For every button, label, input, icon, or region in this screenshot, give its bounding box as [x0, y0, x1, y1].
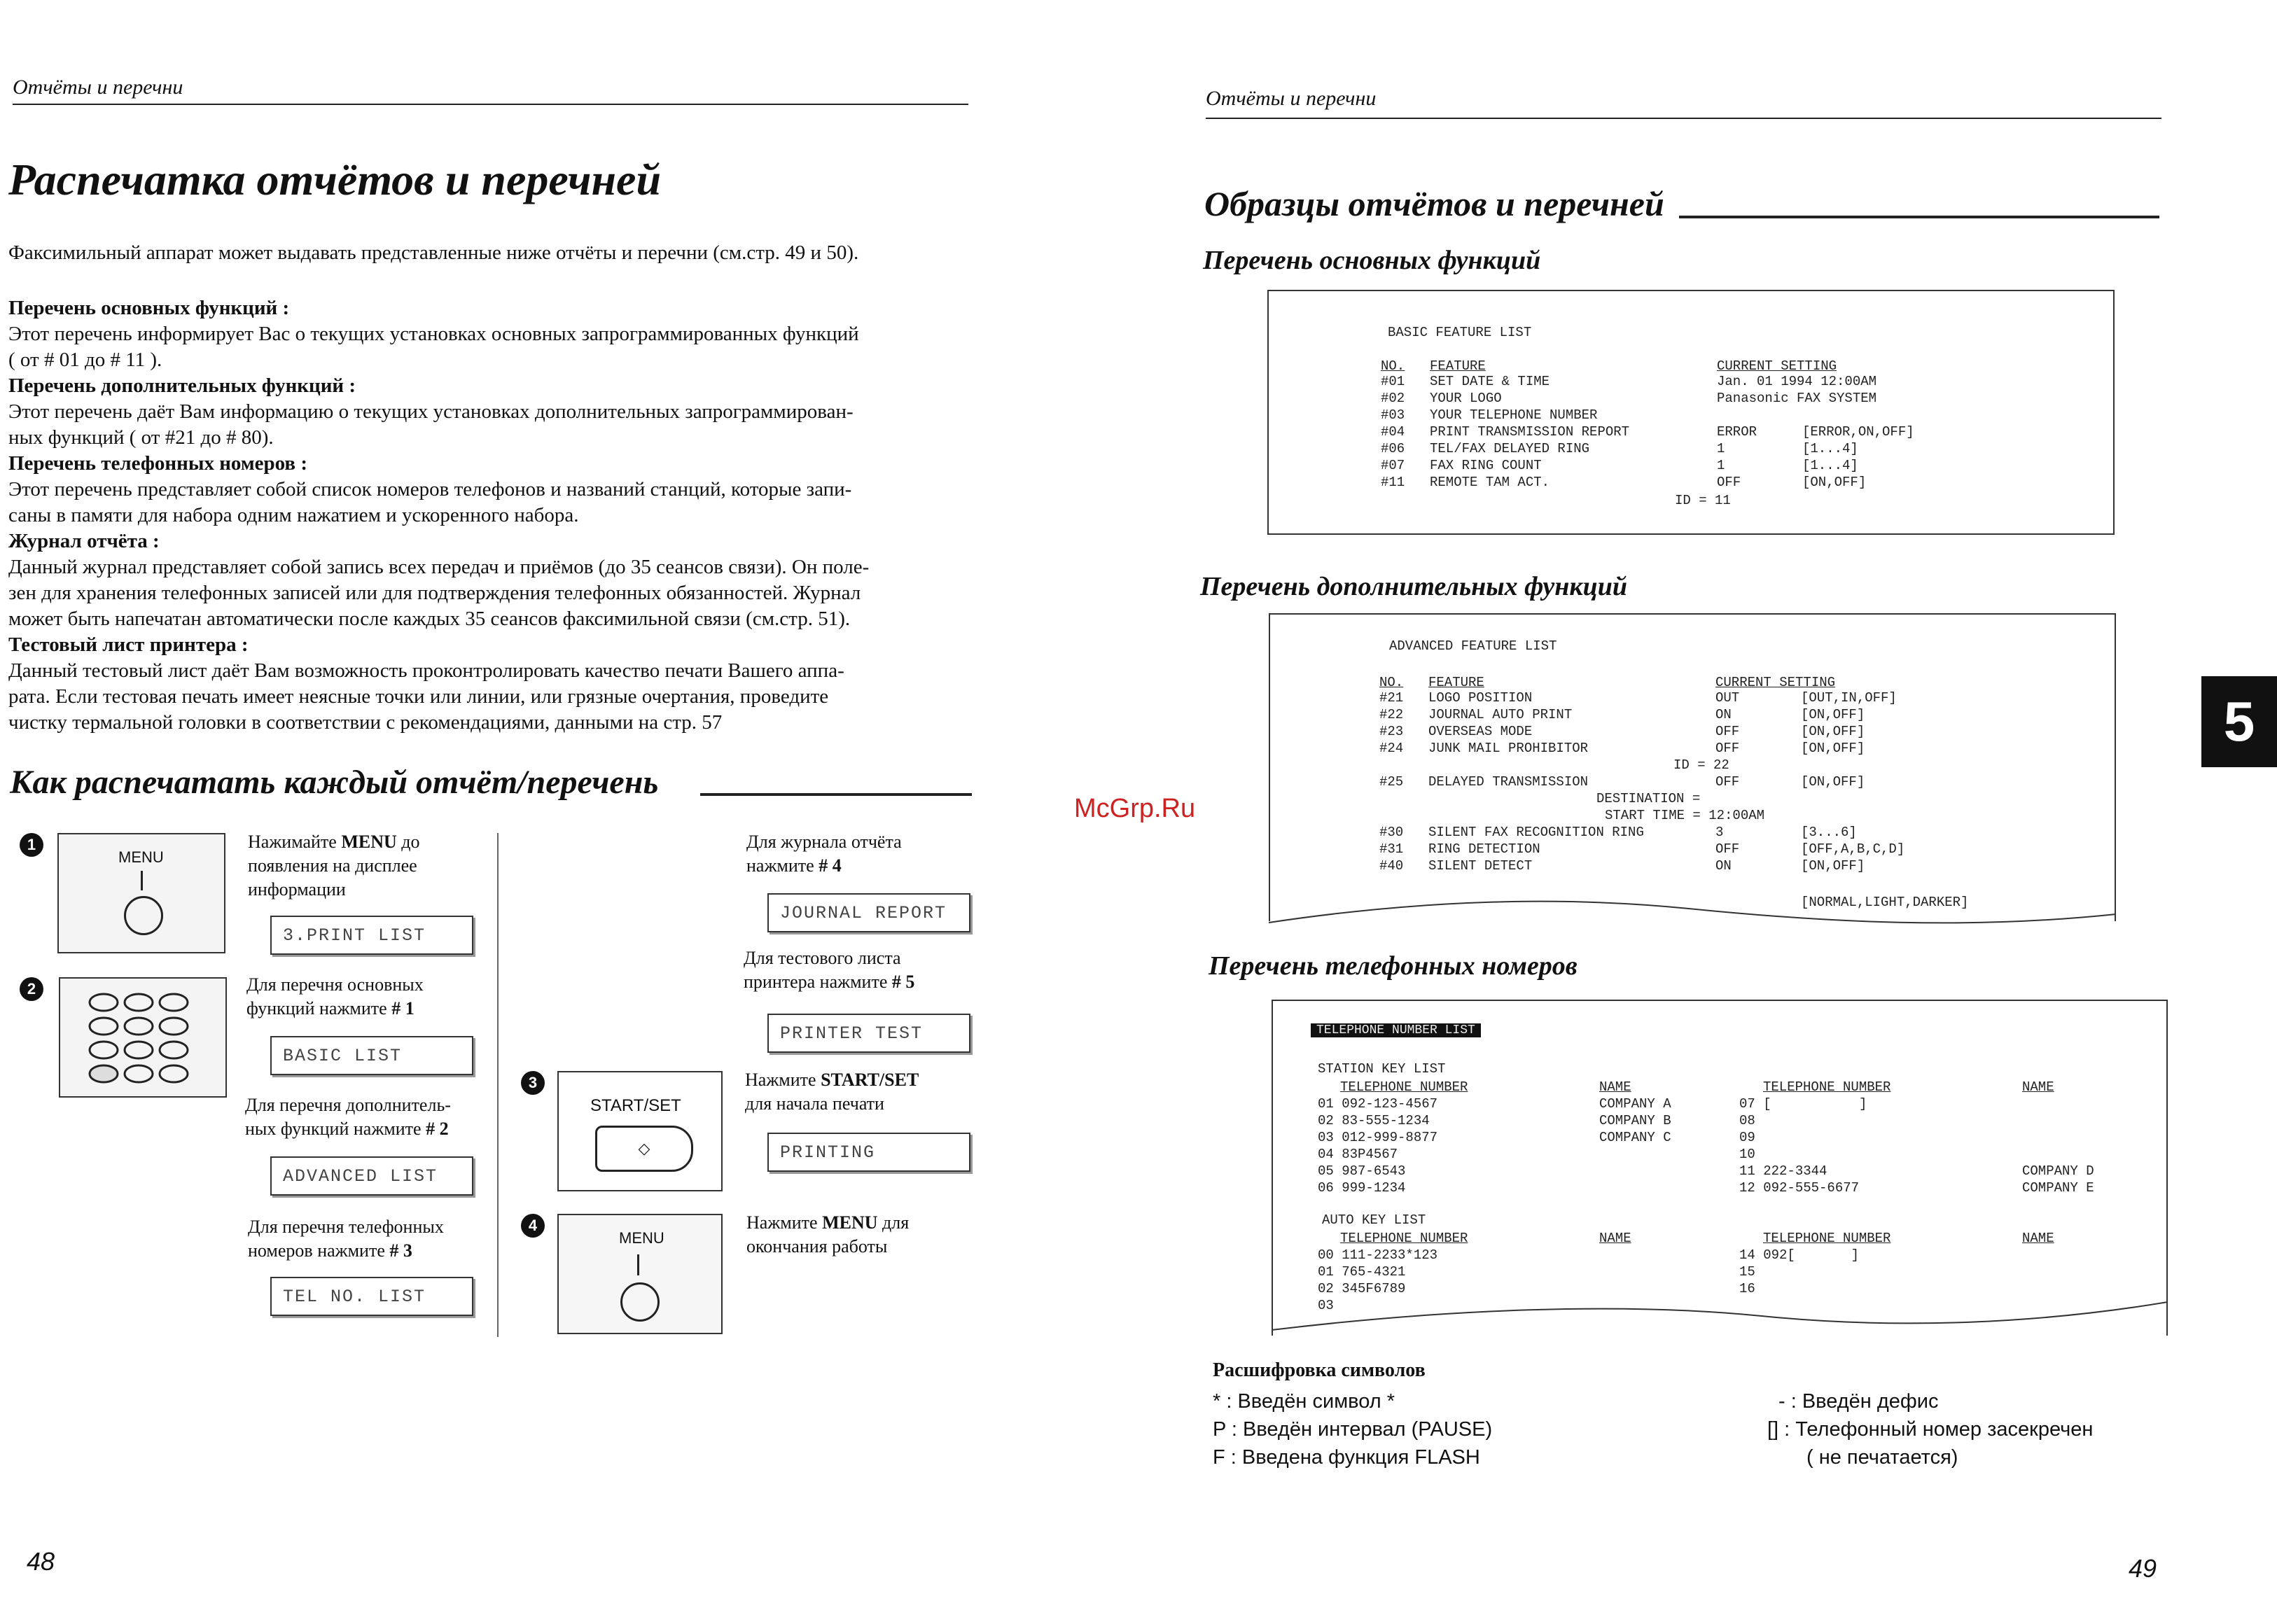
right-title-rule: [1679, 216, 2159, 218]
section-printer-line3: чистку термальной головки в соответствии с рекомендациями, данными на стр. 57: [8, 711, 723, 734]
feature-row-no: #07: [1381, 458, 1405, 473]
feature-row-options: [ERROR,ON,OFF]: [1802, 424, 1914, 440]
station-number-right: 08: [1739, 1113, 1755, 1128]
adv-col-no: NO.: [1379, 675, 1404, 690]
feature-row-name: RING DETECTION: [1428, 841, 1540, 857]
section-tel-title: Перечень телефонных номеров :: [8, 452, 307, 475]
lcd-journal-report: JOURNAL REPORT: [767, 893, 970, 932]
feature-row-options: [ON,OFF]: [1801, 858, 1865, 874]
feature-row-options: [1...4]: [1802, 458, 1858, 473]
section-tel-line2: саны в памяти для набора одним нажатием и ускоренного набора.: [8, 504, 579, 526]
step-2d-line2: нажмите # 4: [746, 855, 842, 876]
advanced-feature-report: [1269, 613, 2116, 921]
step-2b-line1: Для перечня дополнитель-: [245, 1095, 451, 1115]
legend-dash: - : Введён дефис: [1778, 1390, 1939, 1413]
lcd-advanced-list: ADVANCED LIST: [270, 1156, 473, 1196]
step-4-badge: 4: [521, 1214, 545, 1238]
adv-r25-no: #25: [1379, 774, 1404, 790]
station-number-left: 06 999-1234: [1318, 1180, 1406, 1196]
section-basic-title: Перечень основных функций :: [8, 297, 290, 319]
basic-id-line: ID = 11: [1675, 493, 1731, 508]
basic-heading: BASIC FEATURE LIST: [1388, 325, 1532, 340]
station-number-right: 09: [1739, 1130, 1755, 1145]
feature-row-options: [3...6]: [1801, 825, 1857, 840]
feature-row-no: #24: [1379, 741, 1404, 756]
auto-col-tel-right: TELEPHONE NUMBER: [1763, 1231, 1891, 1246]
adv-r25-options: [ON,OFF]: [1801, 774, 1865, 790]
step-2c-line1: Для перечня телефонных: [248, 1217, 444, 1237]
adv-r25-feature: DELAYED TRANSMISSION: [1428, 774, 1589, 790]
feature-row-setting: OFF: [1715, 724, 1740, 739]
step-4-text: [746, 1211, 909, 1259]
feature-row-no: #04: [1381, 424, 1405, 440]
feature-row-name: PRINT TRANSMISSION REPORT: [1430, 424, 1630, 440]
left-sections: [8, 295, 1017, 736]
station-col-name-left: NAME: [1599, 1079, 1631, 1095]
step-2e-line1: Для тестового листа: [744, 948, 901, 968]
auto-heading: AUTO KEY LIST: [1322, 1212, 1426, 1228]
auto-number-right: 14 092[ ]: [1739, 1247, 1860, 1263]
menu-device-2-label: MENU: [619, 1229, 664, 1247]
auto-number-left: 01 765-4321: [1318, 1264, 1406, 1280]
basic-feature-report: [1267, 290, 2115, 535]
station-number-left: 02 83-555-1234: [1318, 1113, 1430, 1128]
keypad-icon: [60, 979, 228, 1099]
feature-row-no: #31: [1379, 841, 1404, 857]
adv-col-feature: FEATURE: [1428, 675, 1484, 690]
step-2c-line2: номеров нажмите # 3: [248, 1240, 412, 1261]
station-heading: STATION KEY LIST: [1318, 1061, 1446, 1077]
feature-row-name: OVERSEAS MODE: [1428, 724, 1533, 739]
feature-row-options: [OFF,A,B,C,D]: [1801, 841, 1905, 857]
step-2c-text: [248, 1215, 444, 1263]
step-3-line1: Нажмите START/SET: [745, 1070, 919, 1090]
feature-row-no: #23: [1379, 724, 1404, 739]
step-2d-line1: Для журнала отчёта: [746, 832, 902, 852]
step-2e-line2: принтера нажмите # 5: [744, 972, 915, 992]
section-journal-line1: Данный журнал представляет собой запись всех передач и приёмов (до 35 сеансов связи). Он поле-: [8, 556, 870, 578]
menu-device-2: [557, 1214, 723, 1334]
adv-start-time: START TIME = 12:00AM: [1605, 808, 1765, 823]
feature-row-setting: OUT: [1715, 690, 1740, 706]
step-1-line1: Нажимайте MENU до: [248, 832, 420, 852]
feature-row-setting: 3: [1715, 825, 1724, 840]
feature-row-no: #06: [1381, 441, 1405, 456]
left-subtitle-rule: [700, 793, 972, 796]
station-number-left: 04 83P4567: [1318, 1147, 1398, 1162]
tel-list-title: Перечень телефонных номеров: [1209, 951, 1578, 981]
station-number-right: 12 092-555-6677: [1739, 1180, 1860, 1196]
station-col-tel-right: TELEPHONE NUMBER: [1763, 1079, 1891, 1095]
chapter-tab-label: 5: [2223, 690, 2255, 752]
auto-number-left: 02 345F6789: [1318, 1281, 1406, 1296]
feature-row-options: [1...4]: [1802, 441, 1858, 456]
left-header-rule: [13, 104, 968, 105]
step-2-badge: 2: [20, 977, 43, 1001]
step-2a-line2: функций нажмите # 1: [246, 998, 415, 1018]
start-set-device-label: START/SET: [590, 1096, 681, 1115]
legend-title: Расшифровка символов: [1213, 1359, 1426, 1381]
feature-row-name: TEL/FAX DELAYED RING: [1430, 441, 1590, 456]
feature-row-name: SILENT DETECT: [1428, 858, 1533, 874]
section-adv-line2: ных функций ( от #21 до # 80).: [8, 426, 274, 449]
feature-row-name: REMOTE TAM ACT.: [1430, 475, 1550, 490]
step-2b-text: [245, 1093, 451, 1141]
feature-row-options: [ON,OFF]: [1802, 475, 1867, 490]
step-3-text: [745, 1068, 919, 1116]
feature-row-options: [OUT,IN,OFF]: [1801, 690, 1897, 706]
feature-row-setting: OFF: [1715, 741, 1740, 756]
station-number-right: 07 [ ]: [1739, 1096, 1867, 1112]
station-name-left: COMPANY A: [1599, 1096, 1671, 1112]
step-3-badge: 3: [521, 1071, 545, 1095]
section-adv-line1: Этот перечень даёт Вам информацию о текущих установках дополнительных запрограммирован-: [8, 400, 854, 423]
section-basic-line1: Этот перечень информирует Вас о текущих установках основных запрограммированных функций: [8, 323, 859, 345]
step-4-line2: окончания работы: [746, 1236, 888, 1256]
start-set-button-icon[interactable]: ◇: [595, 1126, 693, 1172]
adv-col-setting: CURRENT SETTING: [1715, 675, 1836, 690]
feature-row-name: JOURNAL AUTO PRINT: [1428, 707, 1573, 722]
section-tel-line1: Этот перечень представляет собой список номеров телефонов и названий станций, которые запи-: [8, 478, 852, 500]
section-basic-line2: ( от # 01 до # 11 ).: [8, 349, 162, 371]
section-journal-line3: может быть напечатан автоматически после каждых 35 сеансов факсимильной связи (см.стр. 51).: [8, 608, 851, 630]
legend-brackets: [] : Телефонный номер засекречен: [1767, 1418, 2094, 1441]
feature-row-setting: Jan. 01 1994 12:00AM: [1717, 374, 1877, 389]
feature-row-no: #30: [1379, 825, 1404, 840]
station-col-name-right: NAME: [2022, 1079, 2054, 1095]
right-page-title: Образцы отчётов и перечней: [1204, 184, 1664, 223]
adv-torn-edge: [1269, 895, 2116, 937]
feature-row-setting: 1: [1717, 458, 1725, 473]
adv-list-title: Перечень дополнительных функций: [1200, 572, 1627, 601]
auto-number-left: 00 111-2233*123: [1318, 1247, 1438, 1263]
step-1-line3: информации: [248, 879, 346, 899]
step-3-line2: для начала печати: [745, 1093, 884, 1114]
left-subtitle: Как распечатать каждый отчёт/перечень: [10, 764, 659, 801]
feature-row-name: JUNK MAIL PROHIBITOR: [1428, 741, 1589, 756]
feature-row-options: [ON,OFF]: [1801, 724, 1865, 739]
station-number-right: 10: [1739, 1147, 1755, 1162]
tel-banner: TELEPHONE NUMBER LIST: [1311, 1023, 1481, 1037]
basic-col-no: NO.: [1381, 358, 1405, 374]
basic-col-setting: CURRENT SETTING: [1717, 358, 1837, 374]
auto-number-right: 16: [1739, 1281, 1755, 1296]
feature-row-name: YOUR TELEPHONE NUMBER: [1430, 407, 1598, 423]
section-journal-line2: зен для хранения телефонных записей или для подтверждения телефонных обязанностей. Журнал: [8, 582, 861, 604]
feature-row-setting: ON: [1715, 858, 1732, 874]
section-printer-line2: рата. Если тестовая печать имеет неясные точки или линии, или грязные очертания, проведите: [8, 685, 829, 708]
section-printer-line1: Данный тестовый лист даёт Вам возможность проконтролировать качество печати Вашего аппа-: [8, 659, 844, 682]
feature-row-no: #40: [1379, 858, 1404, 874]
station-name-left: COMPANY C: [1599, 1130, 1671, 1145]
step-4-line1: Нажмите MENU для: [746, 1212, 910, 1233]
feature-row-name: FAX RING COUNT: [1430, 458, 1542, 473]
step-2a-line1: Для перечня основных: [246, 974, 424, 995]
station-name-right: COMPANY E: [2022, 1180, 2094, 1196]
lcd-basic-list: BASIC LIST: [270, 1036, 473, 1075]
lcd-print-list: 3.PRINT LIST: [270, 916, 473, 955]
feature-row-no: #02: [1381, 391, 1405, 406]
station-col-tel-left: TELEPHONE NUMBER: [1340, 1079, 1468, 1095]
right-header: Отчёты и перечни: [1206, 87, 1377, 110]
adv-last-options: [NORMAL,LIGHT,DARKER]: [1801, 895, 1969, 910]
chapter-tab: [2201, 676, 2277, 767]
feature-row-name: YOUR LOGO: [1430, 391, 1502, 406]
auto-col-name-left: NAME: [1599, 1231, 1631, 1246]
menu-device-label: MENU: [118, 848, 164, 866]
station-number-left: 05 987-6543: [1318, 1163, 1406, 1179]
auto-col-name-right: NAME: [2022, 1231, 2054, 1246]
keypad-device: [59, 977, 227, 1098]
step-2d-text: [746, 830, 902, 878]
feature-row-name: LOGO POSITION: [1428, 690, 1533, 706]
right-page-number: 49: [2129, 1554, 2157, 1583]
feature-row-name: SILENT FAX RECOGNITION RING: [1428, 825, 1644, 840]
feature-row-no: #11: [1381, 475, 1405, 490]
feature-row-setting: Panasonic FAX SYSTEM: [1717, 391, 1877, 406]
menu-button-stem: [141, 871, 143, 890]
step-1-text: [248, 830, 420, 902]
steps-divider: [497, 833, 499, 1337]
legend-pause: P : Введён интервал (PAUSE): [1213, 1418, 1493, 1441]
step-1-badge: 1: [20, 833, 43, 857]
feature-row-setting: ON: [1715, 707, 1732, 722]
feature-row-options: [ON,OFF]: [1801, 707, 1865, 722]
left-header: Отчёты и перечни: [13, 76, 183, 99]
feature-row-setting: OFF: [1715, 841, 1740, 857]
section-adv-title: Перечень дополнительных функций :: [8, 374, 356, 397]
feature-row-no: #22: [1379, 707, 1404, 722]
left-intro: Факсимильный аппарат может выдавать представленные ниже отчёты и перечни (см.стр. 49 и 50).: [8, 241, 859, 264]
menu-device-1: [57, 833, 225, 953]
feature-row-options: [ON,OFF]: [1801, 741, 1865, 756]
auto-number-left: 03: [1318, 1298, 1334, 1313]
step-1-line2: появления на дисплее: [248, 855, 417, 876]
lcd-printer-test: PRINTER TEST: [767, 1014, 970, 1053]
legend-flash: F : Введена функция FLASH: [1213, 1446, 1480, 1469]
adv-id-line: ID = 22: [1673, 757, 1729, 773]
feature-row-no: #01: [1381, 374, 1405, 389]
watermark: McGrp.Ru: [1074, 794, 1196, 823]
station-number-left: 01 092-123-4567: [1318, 1096, 1438, 1112]
legend-star: * : Введён символ *: [1213, 1390, 1395, 1413]
tel-torn-edge: [1272, 1295, 2168, 1351]
basic-col-feature: FEATURE: [1430, 358, 1486, 374]
station-name-left: COMPANY B: [1599, 1113, 1671, 1128]
left-page-title: Распечатка отчётов и перечней: [8, 155, 662, 204]
station-number-left: 03 012-999-8877: [1318, 1130, 1438, 1145]
feature-row-setting: OFF: [1717, 475, 1741, 490]
station-number-right: 11 222-3344: [1739, 1163, 1827, 1179]
feature-row-setting: 1: [1717, 441, 1725, 456]
right-header-rule: [1206, 118, 2161, 119]
step-2b-line2: ных функций нажмите # 2: [245, 1119, 449, 1139]
section-journal-title: Журнал отчёта :: [8, 530, 160, 552]
adv-destination: DESTINATION =: [1596, 791, 1701, 806]
adv-r25-setting: OFF: [1715, 774, 1740, 790]
menu-button-2-stem: [637, 1254, 639, 1275]
feature-row-no: #03: [1381, 407, 1405, 423]
step-2e-text: [744, 946, 914, 994]
auto-number-right: 15: [1739, 1264, 1755, 1280]
step-2a-text: [246, 973, 424, 1021]
auto-col-tel-left: TELEPHONE NUMBER: [1340, 1231, 1468, 1246]
station-name-right: COMPANY D: [2022, 1163, 2094, 1179]
start-set-device: [557, 1071, 723, 1191]
lcd-tel-no-list: TEL NO. LIST: [270, 1277, 473, 1316]
telephone-number-report: [1272, 1000, 2168, 1336]
feature-row-no: #21: [1379, 690, 1404, 706]
feature-row-name: SET DATE & TIME: [1430, 374, 1550, 389]
basic-list-title: Перечень основных функций: [1203, 246, 1541, 275]
adv-heading: ADVANCED FEATURE LIST: [1389, 638, 1557, 654]
legend-brackets-note: ( не печатается): [1806, 1446, 1958, 1469]
section-printer-title: Тестовый лист принтера :: [8, 634, 249, 656]
lcd-printing: PRINTING: [767, 1133, 970, 1172]
menu-button-icon[interactable]: [124, 896, 163, 935]
left-page-number: 48: [27, 1547, 55, 1576]
menu-button-2-icon[interactable]: [620, 1282, 660, 1322]
feature-row-setting: ERROR: [1717, 424, 1757, 440]
